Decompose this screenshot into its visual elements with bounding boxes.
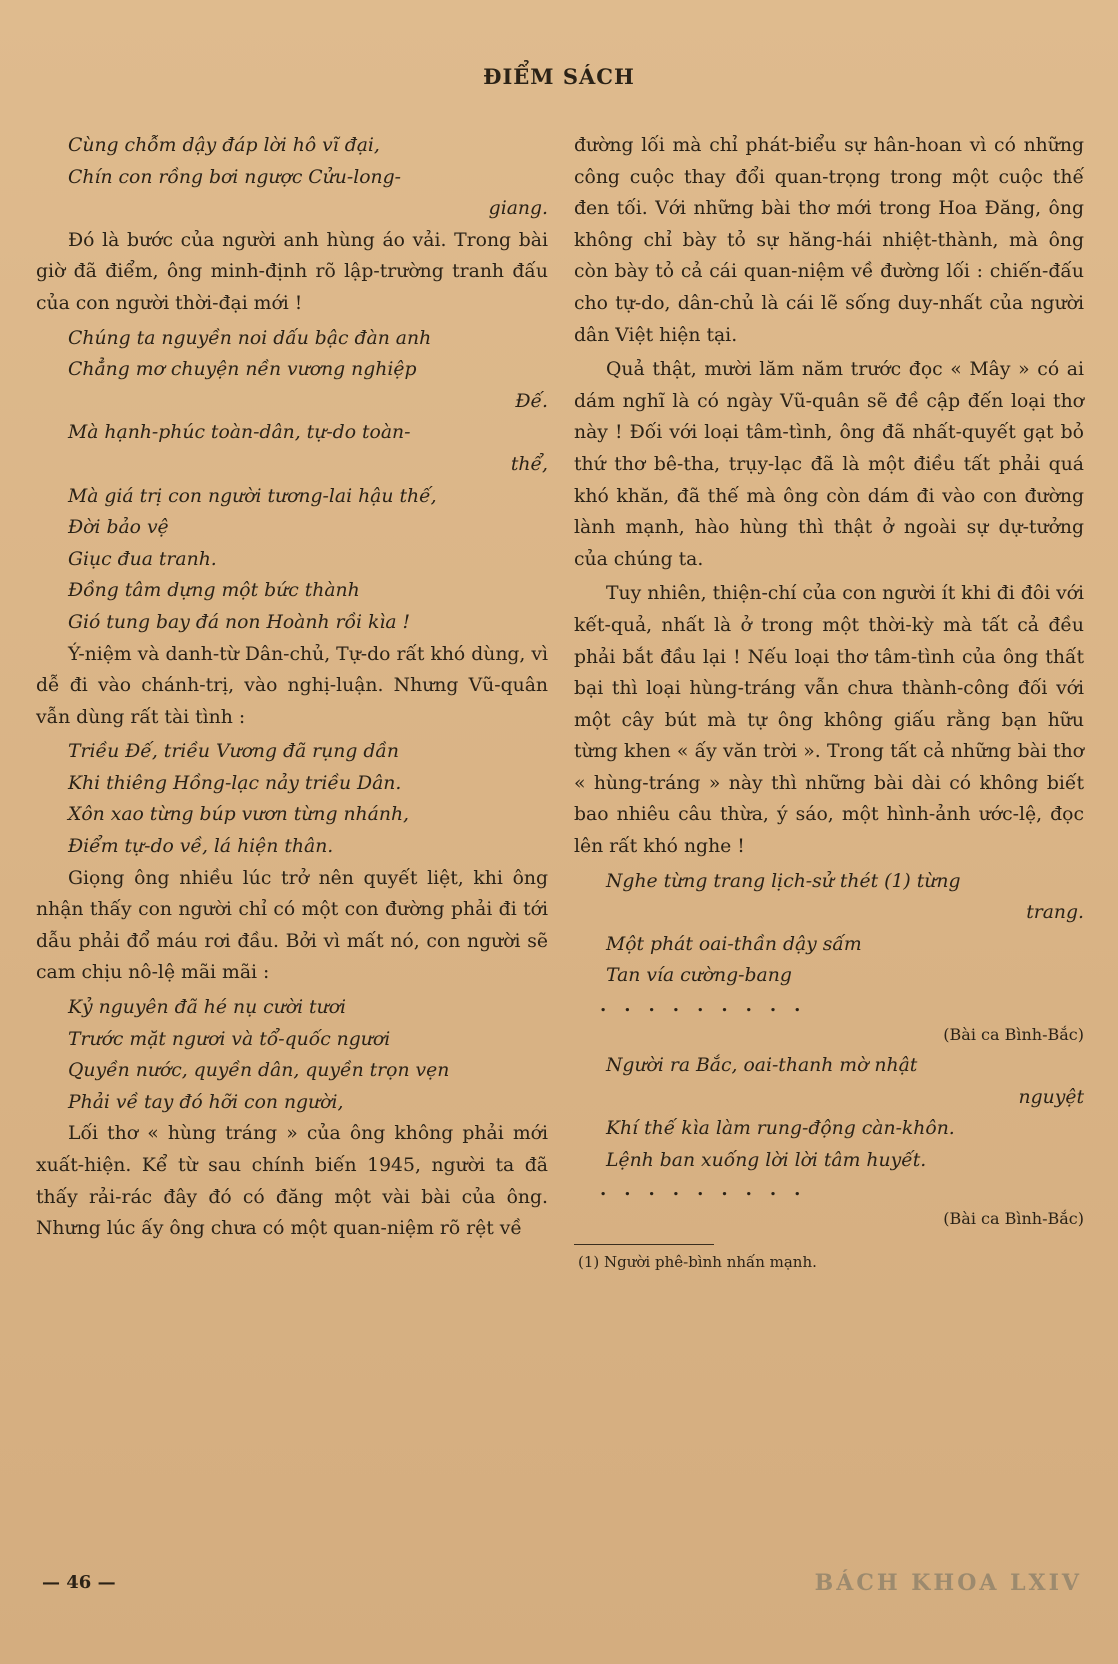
- verse-line: Chúng ta nguyền noi dấu bậc đàn anh: [68, 327, 432, 349]
- verse-line: Lệnh ban xuống lời lời tâm huyết.: [606, 1149, 927, 1171]
- verse-line: Nghe từng trang lịch-sử thét (1) từng: [606, 870, 961, 892]
- verse-line: Người ra Bắc, oai-thanh mờ nhật: [606, 1055, 918, 1077]
- verse-line: trang.: [1026, 902, 1084, 924]
- verse-line: Khí thế kìa làm rung-động càn-khôn.: [606, 1118, 955, 1140]
- verse-line: Đồng tâm dựng một bức thành: [68, 580, 360, 602]
- ellipsis-row: .........: [600, 1179, 819, 1201]
- page-number: — 46 —: [42, 1572, 116, 1593]
- paragraph: Giọng ông nhiều lúc trở nên quyết liệt, khi ông nhận thấy con người chỉ có một con đường phải đi tới dẫu phải đổ máu rơi đầu. Bởi vì mất nó, con người sẽ cam chịu nô-lệ mãi mãi :: [36, 867, 548, 984]
- right-column-body: [574, 130, 1084, 1234]
- verse-line: thể,: [510, 453, 548, 475]
- verse-line: nguyệt: [1018, 1086, 1084, 1108]
- verse-line: Gió tung bay đá non Hoành rồi kìa !: [68, 611, 411, 633]
- verse-line: Kỷ nguyên đã hé nụ cười tươi: [68, 997, 347, 1019]
- verse-line: Phải về tay đó hỡi con người,: [68, 1091, 344, 1113]
- right-column: [574, 130, 1084, 1273]
- paragraph: Lối thơ « hùng tráng » của ông không phải mới xuất-hiện. Kể từ sau chính biến 1945, người ta đã thấy rải-rác đây đó có đăng một vài bài của ông. Nhưng lúc ấy ông chưa có một quan-niệm rõ rệt về: [36, 1123, 548, 1240]
- paragraph: Ý-niệm và danh-từ Dân-chủ, Tự-do rất khó dùng, vì dễ đi vào chánh-trị, vào nghị-luận. Nhưng Vũ-quân vẫn dùng rất tài tình :: [36, 643, 548, 728]
- verse-line: Khi thiêng Hồng-lạc nảy triều Dân.: [68, 772, 402, 794]
- verse-line: Tan vía cường-bang: [606, 965, 792, 987]
- verse-line: Cùng chỗm dậy đáp lời hô vĩ đại,: [68, 135, 380, 156]
- verse-line: Triều Đế, triều Vương đã rụng dần: [68, 741, 399, 763]
- paragraph: Đó là bước của người anh hùng áo vải. Trong bài giờ đã điểm, ông minh-định rõ lập-trường tranh đấu của con người thời-đại mới !: [36, 229, 548, 314]
- verse-line: Đế.: [515, 390, 548, 412]
- verse-line: giang.: [488, 198, 548, 220]
- verse-line: Mà giá trị con người tương-lai hậu thế,: [68, 485, 437, 507]
- paragraph: Tuy nhiên, thiện-chí của con người ít khi đi đôi với kết-quả, nhất là ở trong một thời-kỳ mà tất cả đều phải bắt đầu lại ! Nếu loại thơ tâm-tình của ông thất bại thì loại hùng-tráng vẫn chưa thành-công đối với một cây bút mà tự ông không giấu rằng bạn hữu từng khen « ấy văn trời ». Trong tất cả những bài thơ « hùng-tráng » này thì những bài dài có không biết bao nhiêu câu thừa, ý sáo, một hình-ảnh ước-lệ, đọc lên rất khó nghe !: [574, 583, 1084, 858]
- page-header: ĐIỂM SÁCH: [483, 64, 635, 89]
- verse-line: Xôn xao từng búp vươn từng nhánh,: [68, 804, 410, 826]
- verse-line: Điểm tự-do về, lá hiện thân.: [68, 836, 334, 858]
- verse-line: Trước mặt ngươi và tổ-quốc ngươi: [68, 1028, 391, 1050]
- magazine-title: BÁCH KHOA LXIV: [814, 1570, 1082, 1596]
- verse-line: Quyền nước, quyền dân, quyền trọn vẹn: [68, 1060, 450, 1082]
- verse-line: Đời bảo vệ: [68, 517, 169, 539]
- ellipsis-row: .........: [600, 995, 819, 1017]
- citation: (Bài ca Bình-Bắc): [943, 1025, 1084, 1045]
- verse-line: Một phát oai-thần dậy sấm: [606, 933, 862, 955]
- footnote-rule: [574, 1244, 714, 1245]
- paragraph: Quả thật, mười lăm năm trước đọc « Mây » có ai dám nghĩ là có ngày Vũ-quân sẽ đề cập đến loại thơ này ! Đối với loại tâm-tình, ông đã nhất-quyết gạt bỏ thứ thơ bê-tha, trụy-lạc đã là một điều tất phải quá khó khăn, đã thế mà ông còn dám đi vào con đường lành mạnh, hào hùng thì thật ở ngoài sự dự-tưởng của chúng ta.: [574, 359, 1084, 570]
- left-column: [36, 130, 548, 1248]
- verse-line: Giục đua tranh.: [68, 548, 217, 570]
- verse-line: Chẳng mơ chuyện nền vương nghiệp: [68, 359, 417, 381]
- citation: (Bài ca Bình-Bắc): [943, 1209, 1084, 1229]
- paragraph: đường lối mà chỉ phát-biểu sự hân-hoan vì có những công cuộc thay đổi quan-trọng trong một cuộc thế đen tối. Với những bài thơ mới trong Hoa Đăng, ông không chỉ bày tỏ sự hăng-hái nhiệt-thành, mà ông còn bày tỏ cả cái quan-niệm về đường lối : chiến-đấu cho tự-do, dân-chủ là cái lẽ sống duy-nhất của người dân Việt hiện tại.: [574, 135, 1084, 346]
- verse-line: Chín con rồng bơi ngược Cửu-long-: [68, 166, 401, 188]
- footnote: (1) Người phê-bình nhấn mạnh.: [578, 1253, 817, 1272]
- verse-line: Mà hạnh-phúc toàn-dân, tự-do toàn-: [68, 422, 411, 444]
